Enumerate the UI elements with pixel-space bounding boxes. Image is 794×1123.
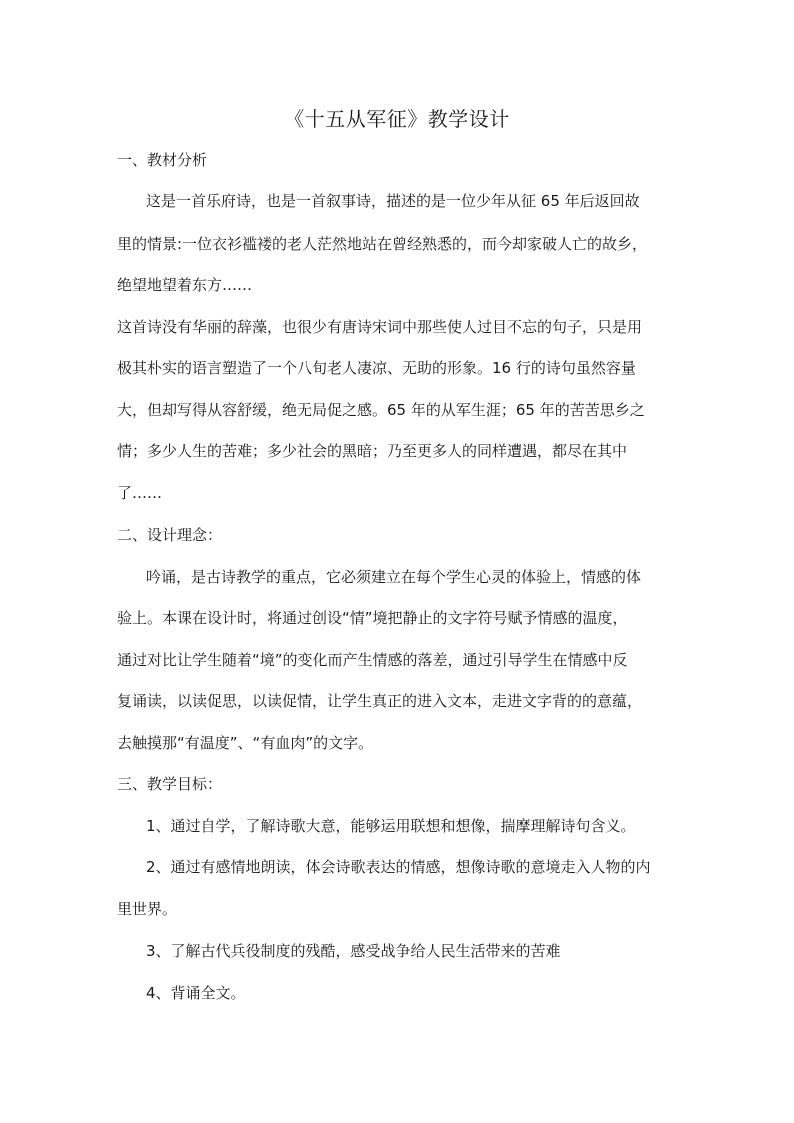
section-heading-design-concept: 二、设计理念： [117, 526, 223, 544]
paragraph-line: 通过对比让学生随着“境”的变化而产生情感的落差，通过引导学生在情感中反 [117, 651, 628, 669]
paragraph-line: 这首诗没有华丽的辞藻，也很少有唐诗宋词中那些使人过目不忘的句子，只是用 [117, 318, 643, 336]
paragraph-line: 绝望地望着东方…… [117, 276, 253, 294]
paragraph-line: 复诵读，以读促思，以读促情，让学生真正的进入文本，走进文字背的的意蕴， [117, 692, 643, 710]
paragraph-line: 极其朴实的语言塑造了一个八旬老人凄凉、无助的形象。16 行的诗句虽然容量 [117, 359, 636, 377]
paragraph-line: 情；多少人生的苦难；多少社会的黑暗；乃至更多人的同样遭遇，都尽在其中 [117, 442, 628, 460]
paragraph-line: 里的情景:一位衣衫褴褛的老人茫然地站在曾经熟悉的，而今却家破人亡的故乡， [117, 235, 648, 253]
paragraph-line: 大，但却写得从容舒缓，绝无局促之感。65 年的从军生涯；65 年的苦苦思乡之 [117, 401, 645, 419]
goal-item: 2、通过有感情地朗读，体会诗歌表达的情感，想像诗歌的意境走入人物的内 [146, 858, 651, 876]
goal-item: 4、背诵全文。 [146, 984, 246, 1002]
goal-item-continuation: 里世界。 [117, 900, 178, 918]
section-heading-textbook-analysis: 一、教材分析 [117, 151, 208, 169]
paragraph-line: 去触摸那“有温度”、“有血肉”的文字。 [117, 734, 374, 752]
paragraph-line: 了…… [117, 484, 163, 502]
paragraph-line: 这是一首乐府诗，也是一首叙事诗，描述的是一位少年从征 65 年后返回故 [146, 192, 640, 210]
goal-item: 3、了解古代兵役制度的残酷，感受战争给人民生活带来的苦难 [146, 942, 561, 960]
goal-item: 1、通过自学，了解诗歌大意，能够运用联想和想像，揣摩理解诗句含义。 [146, 817, 636, 835]
document-title: 《十五从军征》教学设计 [284, 107, 510, 131]
paragraph-line: 吟诵，是古诗教学的重点，它必须建立在每个学生心灵的体验上，情感的体 [146, 568, 642, 586]
paragraph-line: 验上。本课在设计时，将通过创设“情”境把静止的文字符号赋予情感的温度， [117, 609, 628, 627]
section-heading-teaching-goals: 三、教学目标： [117, 775, 223, 793]
